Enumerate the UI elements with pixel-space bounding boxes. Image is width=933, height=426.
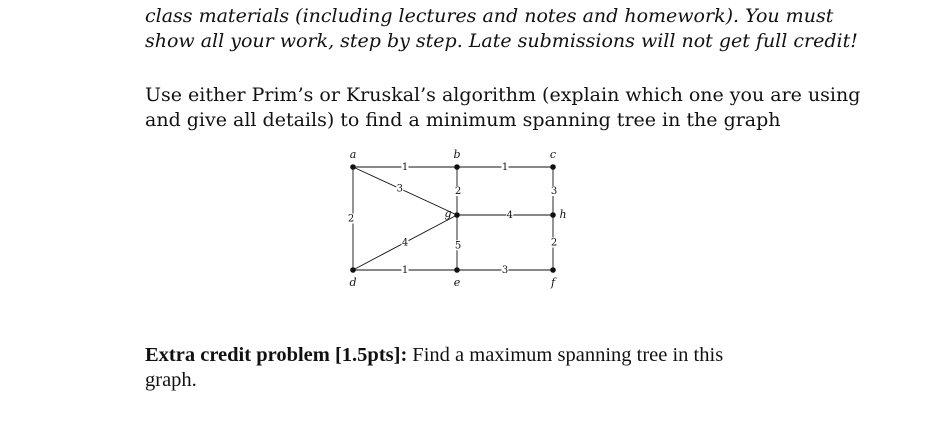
vertex-label-e: e (453, 276, 461, 289)
task-paragraph (145, 83, 861, 133)
edge-weight-a-d: 2 (347, 213, 355, 225)
vertex-b (454, 164, 460, 170)
edge-weight-g-e: 5 (454, 240, 462, 252)
vertex-label-g: g (444, 207, 452, 220)
edge-weight-b-c: 1 (501, 162, 509, 173)
edge-a-g (353, 167, 457, 215)
intro-line-1: class materials (including lectures and notes and homework). You must (145, 5, 834, 27)
vertex-label-f: f (550, 276, 556, 289)
edge-weight-d-g: 4 (401, 237, 409, 249)
graph-figure (330, 140, 590, 300)
edge-weight-d-e: 1 (401, 265, 409, 276)
intro-paragraph (145, 4, 858, 54)
vertex-d (350, 267, 356, 273)
edge-weight-c-h: 3 (550, 186, 558, 197)
extra-credit-title: Extra credit problem [1.5pts]: (145, 344, 408, 366)
vertex-c (550, 164, 556, 170)
vertex-label-b: b (453, 148, 461, 161)
vertex-g (454, 212, 460, 218)
edge-weight-h-f: 2 (550, 237, 558, 249)
extra-credit-line-1 (145, 343, 785, 368)
vertex-a (350, 164, 356, 170)
intro-line-2: show all your work, step by step. Late submissions will not get full credit! (145, 30, 858, 52)
vertex-f (550, 267, 556, 273)
vertex-label-h: h (559, 208, 567, 221)
edge-weight-e-f: 3 (501, 265, 509, 276)
edge-weight-a-g: 3 (396, 183, 403, 195)
vertex-label-c: c (549, 148, 557, 161)
vertex-label-d: d (349, 276, 357, 289)
extra-credit-text: Find a maximum spanning tree in this (412, 344, 724, 366)
edge-weight-a-b: 1 (401, 162, 409, 173)
task-line-1: Use either Prim’s or Kruskal’s algorithm (explain which one you are using (145, 84, 861, 106)
vertex-label-a: a (349, 148, 357, 161)
edge-weight-b-g: 2 (454, 186, 462, 197)
task-line-2: and give all details) to find a minimum spanning tree in the graph (145, 109, 781, 131)
vertex-h (550, 212, 556, 218)
extra-credit-line-2: graph. (145, 369, 197, 391)
vertex-e (454, 267, 460, 273)
edge-weight-g-h: 4 (506, 210, 513, 221)
extra-credit-paragraph (145, 343, 785, 393)
